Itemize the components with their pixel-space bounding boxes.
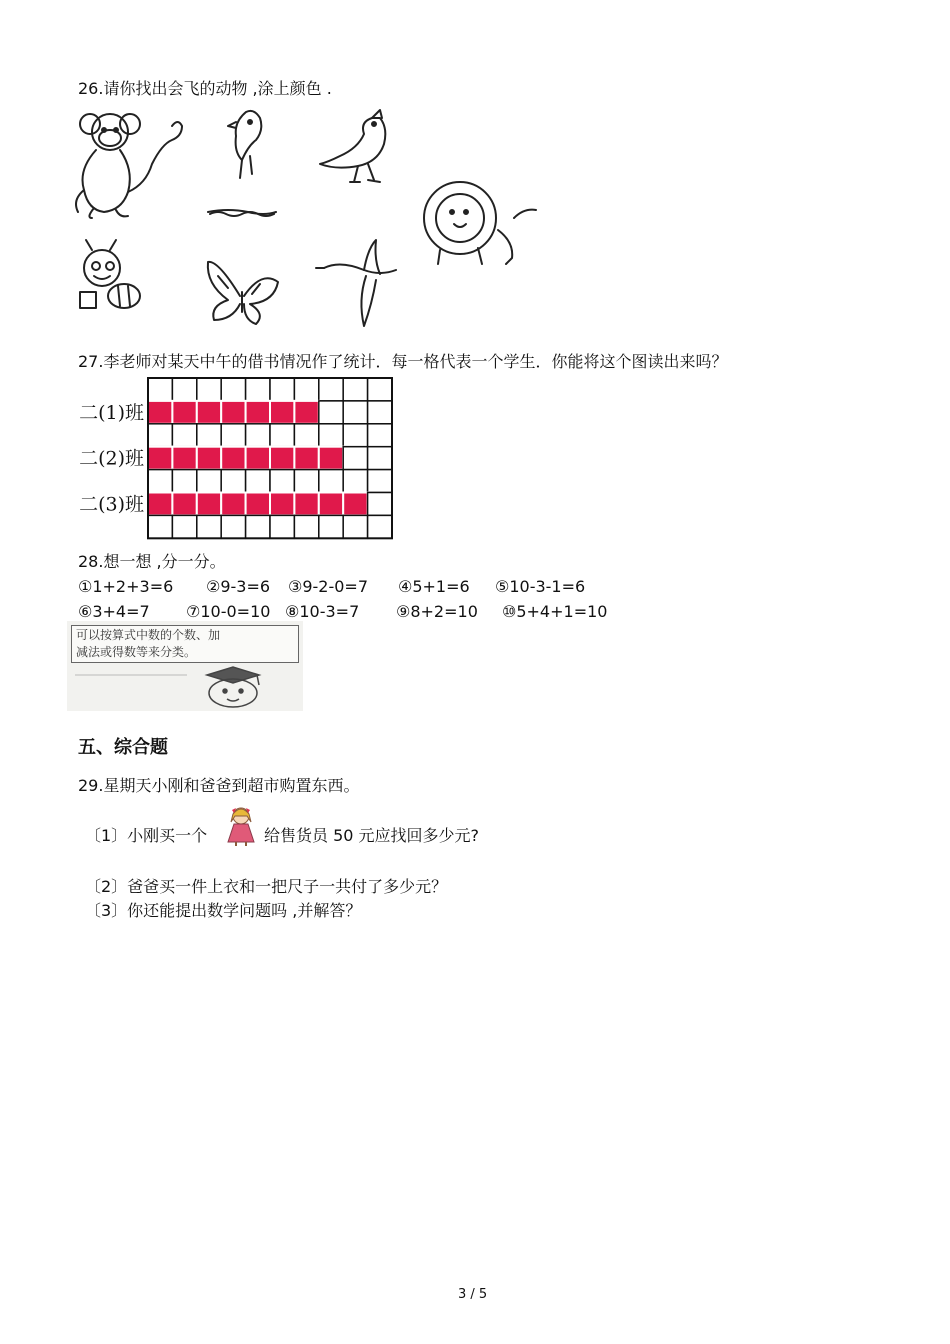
grid-cell (172, 470, 196, 493)
grid-cell (368, 515, 392, 538)
q28-item-8: ⑧10-3=7 (285, 602, 360, 621)
grid-cell (197, 378, 221, 401)
bar-cell (246, 493, 270, 516)
bar-cell (172, 401, 196, 424)
q28-item-9: ⑨8+2=10 (396, 602, 478, 621)
bar-cell (319, 447, 343, 470)
grid-cell (221, 424, 245, 447)
grid-cell (148, 470, 172, 493)
bar-cell (197, 401, 221, 424)
grid-cell (368, 493, 392, 516)
grid-cell (246, 515, 270, 538)
q28-text: 28.想一想 ,分一分。 (78, 552, 226, 571)
grid-cell (148, 378, 172, 401)
grid-cell (148, 515, 172, 538)
q28-item-1: ①1+2+3=6 (78, 577, 174, 596)
bar-cell (172, 447, 196, 470)
bar-cell (148, 401, 172, 424)
q29-sub1-suffix: 给售货员 50 元应找回多少元? (264, 826, 480, 845)
borrowing-chart (68, 376, 394, 540)
bar-cell (148, 493, 172, 516)
grid-cell (221, 470, 245, 493)
q28-item-2: ②9-3=6 (206, 577, 271, 596)
doll-picture (224, 804, 258, 846)
grid-cell (246, 378, 270, 401)
grid-cell (197, 515, 221, 538)
grid-cell (172, 424, 196, 447)
bar-cell (221, 493, 245, 516)
bar-cell (270, 401, 294, 424)
grid-cell (246, 470, 270, 493)
grid-cell (270, 378, 294, 401)
q28-item-7: ⑦10-0=10 (186, 602, 271, 621)
bar-cell (343, 493, 367, 516)
grid-cell (343, 378, 367, 401)
bar-cell (221, 401, 245, 424)
q29-sub2: 〔2〕爸爸买一件上衣和一把尺子一共付了多少元？ (85, 877, 448, 896)
grid-cell (270, 515, 294, 538)
grid-cell (270, 424, 294, 447)
bar-cell (148, 447, 172, 470)
bird-icon (208, 111, 276, 214)
grid-cell (319, 515, 343, 538)
crane-icon (316, 240, 396, 326)
grid-cell (319, 378, 343, 401)
q28-item-10: ⑩5+4+1=10 (502, 602, 608, 621)
grid-cell (368, 424, 392, 447)
grid-cell (294, 424, 318, 447)
bar-cell (221, 447, 245, 470)
grid-cell (368, 401, 392, 424)
grid-cell (172, 378, 196, 401)
q29-text: 29.星期天小刚和爸爸到超市购置东西。 (78, 776, 360, 795)
q28-item-6: ⑥3+4=7 (78, 602, 150, 621)
doll-icon (224, 804, 258, 846)
q28-item-3: ③9-2-0=7 (288, 577, 369, 596)
page-number: 3 / 5 (458, 1287, 488, 1302)
teacher-cartoon-icon (75, 667, 259, 707)
category-label: 二(1)班 (79, 401, 144, 424)
bee-icon (80, 240, 140, 308)
grid-cell (221, 515, 245, 538)
grid-cell (368, 378, 392, 401)
butterfly-icon (208, 262, 278, 324)
q29-sub1-prefix: 〔1〕小刚买一个 (85, 826, 208, 845)
grid-cell (148, 424, 172, 447)
bar-cell (270, 447, 294, 470)
speech-bubble-line-2: 减法或得数等来分类。 (76, 645, 197, 659)
bird-icon (320, 110, 385, 182)
grid-cell (319, 401, 343, 424)
section-five-title: 五、综合题 (78, 737, 168, 758)
grid-cell (319, 470, 343, 493)
bar-cell (294, 493, 318, 516)
grid-cell (368, 470, 392, 493)
category-label: 二(3)班 (79, 493, 144, 516)
bar-cell (270, 493, 294, 516)
grid-cell (246, 424, 270, 447)
speech-bubble-line-1: 可以按算式中数的个数、加 (76, 628, 221, 642)
borrowing-chart-svg (68, 376, 394, 540)
bar-cell (246, 401, 270, 424)
bar-cell (197, 447, 221, 470)
bar-cell (246, 447, 270, 470)
grid-cell (343, 401, 367, 424)
grid-cell (319, 424, 343, 447)
bar-cell (172, 493, 196, 516)
bar-cell (294, 401, 318, 424)
q29-sub3: 〔3〕你还能提出数学问题吗 ,并解答？ (85, 901, 362, 920)
grid-cell (294, 470, 318, 493)
bar-cell (294, 447, 318, 470)
lion-icon (424, 182, 536, 264)
animals-picture (68, 100, 544, 332)
grid-cell (343, 424, 367, 447)
grid-cell (343, 447, 367, 470)
bar-cell (197, 493, 221, 516)
q27-text: 27.李老师对某天中午的借书情况作了统计．每一格代表一个学生．你能将这个图读出来吗？ (78, 352, 728, 371)
q28-item-5: ⑤10-3-1=6 (495, 577, 586, 596)
grid-cell (172, 515, 196, 538)
grid-cell (294, 378, 318, 401)
grid-cell (197, 470, 221, 493)
q28-item-4: ④5+1=6 (398, 577, 470, 596)
monkey-icon (76, 114, 182, 218)
grid-cell (343, 515, 367, 538)
grid-cell (368, 447, 392, 470)
grid-cell (197, 424, 221, 447)
grid-cell (294, 515, 318, 538)
grid-cell (270, 470, 294, 493)
bar-cell (319, 493, 343, 516)
grid-cell (221, 378, 245, 401)
q26-text: 26.请你找出会飞的动物 ,涂上颜色 . (78, 79, 332, 98)
category-label: 二(2)班 (79, 447, 144, 470)
grid-cell (343, 470, 367, 493)
teacher-hint-picture (67, 621, 303, 711)
